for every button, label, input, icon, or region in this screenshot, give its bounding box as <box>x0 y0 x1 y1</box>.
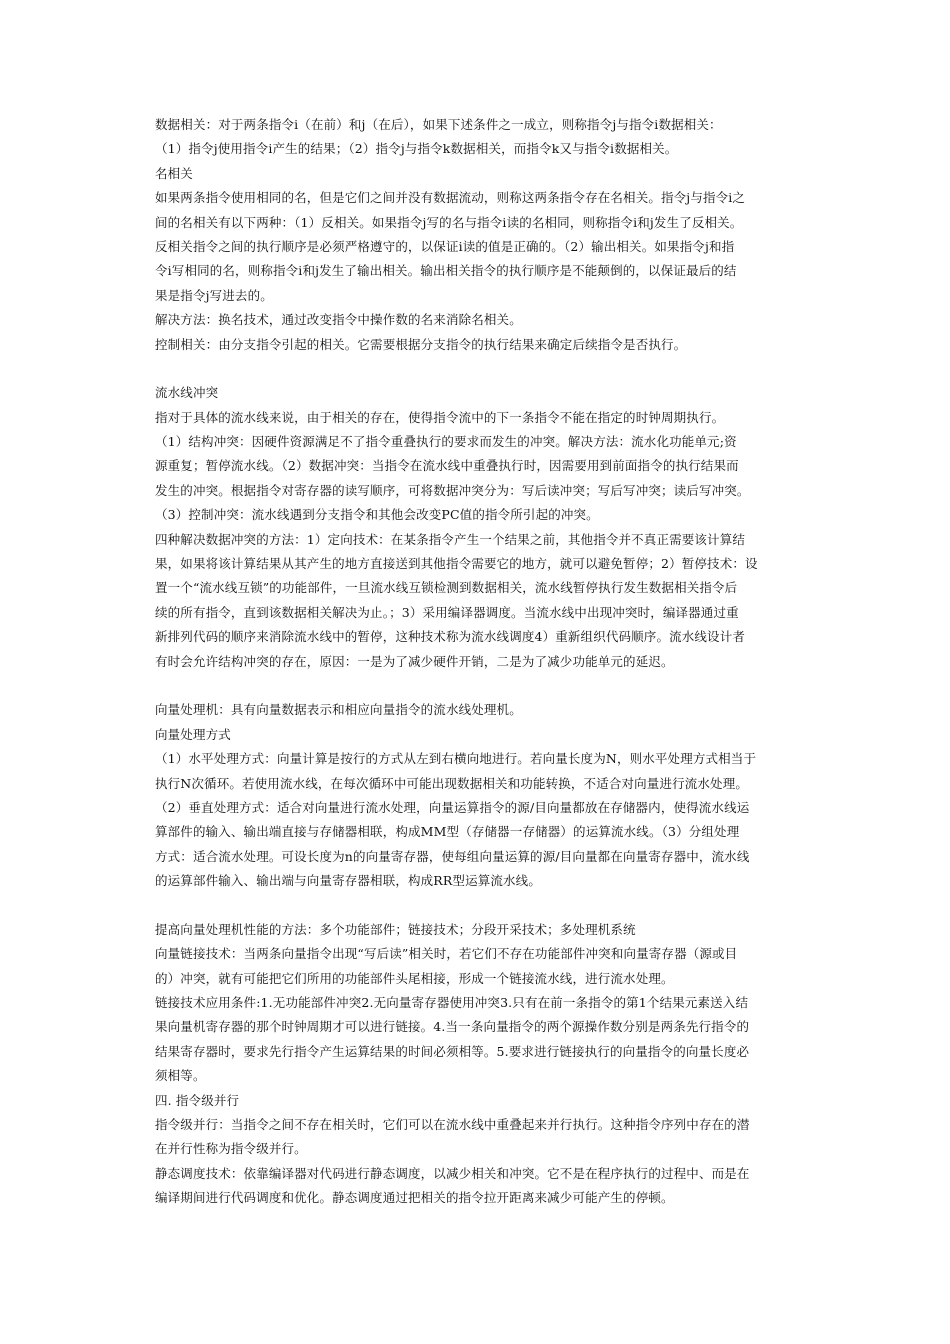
text-line: 向量链接技术：当两条向量指令出现“写后读”相关时，若它们不存在功能部件冲突和向量寄存器（源或目 <box>155 946 738 962</box>
text-line: 四种解决数据冲突的方法：1）定向技术：在某条指令产生一个结果之前，其他指令并不真正需要该计算结 <box>155 531 746 547</box>
text-line: 果向量机寄存器的那个时钟周期才可以进行链接。4.当一条向量指令的两个源操作数分别是两条先行指令的 <box>155 1019 750 1035</box>
text-line: 向量处理机：具有向量数据表示和相应向量指令的流水线处理机。 <box>155 702 522 718</box>
text-line: 发生的冲突。根据指令对寄存器的读写顺序，可将数据冲突分为：写后读冲突；写后写冲突；读后写冲突。 <box>155 482 750 498</box>
text-line: （3）控制冲突：流水线遇到分支指令和其他会改变PC值的指令所引起的冲突。 <box>155 507 599 523</box>
text-line: 静态调度技术：依靠编译器对代码进行静态调度，以减少相关和冲突。它不是在程序执行的过程中、而是在 <box>155 1165 750 1181</box>
text-line: （2）垂直处理方式：适合对向量进行流水处理，向量运算指令的源/目向量都放在存储器内，使得流水线运 <box>155 799 750 815</box>
text-line: 控制相关：由分支指令引起的相关。它需要根据分支指令的执行结果来确定后续指令是否执行。 <box>155 336 687 352</box>
text-line: 编译期间进行代码调度和优化。静态调度通过把相关的指令拉开距离来减少可能产生的停顿。 <box>155 1190 674 1206</box>
blank-line <box>155 674 815 698</box>
blank-line <box>155 894 815 918</box>
document-body <box>155 113 815 1211</box>
text-line: 提高向量处理机性能的方法：多个功能部件；链接技术；分段开采技术；多处理机系统 <box>155 921 636 937</box>
text-line: 新排列代码的顺序来消除流水线中的暂停，这种技术称为流水线调度4）重新组织代码顺序。流水线设计者 <box>155 629 746 645</box>
text-line: 置一个“流水线互锁”的功能部件，一旦流水线互锁检测到数据相关，流水线暂停执行发生数据相关指令后 <box>155 580 738 596</box>
section-heading: 名相关 <box>155 165 193 181</box>
text-line: 令i写相同的名，则称指令i和j发生了输出相关。输出相关指令的执行顺序是不能颠倒的，以保证最后的结 <box>155 263 737 279</box>
section-heading: 流水线冲突 <box>155 385 219 401</box>
text-line: 算部件的输入、输出端直接与存储器相联，构成MM型（存储器一存储器）的运算流水线。（3）分组处理 <box>155 824 740 840</box>
text-line: 方式：适合流水处理。可设长度为n的向量寄存器，使每组向量运算的源/目向量都在向量寄存器中，流水线 <box>155 848 750 864</box>
text-line: 的）冲突，就有可能把它们所用的功能部件头尾相接，形成一个链接流水线，进行流水处理。 <box>155 970 674 986</box>
text-line: 结果寄存器时，要求先行指令产生运算结果的时间必须相等。5.要求进行链接执行的向量指令的向量长度必 <box>155 1043 750 1059</box>
text-line: （1）水平处理方式：向量计算是按行的方式从左到右横向地进行。若向量长度为N，则水平处理方式相当于 <box>155 751 757 767</box>
text-line: 源重复；暂停流水线。（2）数据冲突：当指令在流水线中重叠执行时，因需要用到前面指令的执行结果而 <box>155 458 739 474</box>
text-line: 有时会允许结构冲突的存在，原因：一是为了减少硬件开销，二是为了减少功能单元的延迟。 <box>155 653 674 669</box>
text-line: 执行N次循环。若使用流水线，在每次循环中可能出现数据相关和功能转换，不适合对向量进行流水处理。 <box>155 775 748 791</box>
blank-line <box>155 357 815 381</box>
section-heading: 四. 指令级并行 <box>155 1092 240 1108</box>
text-line: 指对于具体的流水线来说，由于相关的存在，使得指令流中的下一条指令不能在指定的时钟周期执行。 <box>155 409 725 425</box>
text-line: 果，如果将该计算结果从其产生的地方直接送到其他指令需要它的地方，就可以避免暂停；2）暂停技术：设 <box>155 556 758 572</box>
text-line: 间的名相关有以下两种：（1）反相关。如果指令j写的名与指令i读的名相同，则称指令i和j发生了反相关。 <box>155 214 743 230</box>
text-line: 须相等。 <box>155 1068 206 1084</box>
text-line: 在并行性称为指令级并行。 <box>155 1141 307 1157</box>
text-line: 数据相关：对于两条指令i（在前）和j（在后），如果下述条件之一成立，则称指令j与指令i数据相关： <box>155 117 722 132</box>
text-line: 解决方法：换名技术，通过改变指令中操作数的名来消除名相关。 <box>155 312 522 328</box>
text-line: 续的所有指令，直到该数据相关解决为止。；3）采用编译器调度。当流水线中出现冲突时，编译器通过重 <box>155 604 739 620</box>
text-line: （1）指令j使用指令i产生的结果；（2）指令j与指令k数据相关，而指令k又与指令i数据相关。 <box>155 141 678 157</box>
text-line: 反相关指令之间的执行顺序是必须严格遵守的，以保证i读的值是正确的。（2）输出相关。如果指令j和指 <box>155 238 735 254</box>
text-line: 如果两条指令使用相同的名，但是它们之间并没有数据流动，则称这两条指令存在名相关。指令j与指令i之 <box>155 190 746 206</box>
section-heading: 向量处理方式 <box>155 726 231 742</box>
text-line: 链接技术应用条件:1.无功能部件冲突2.无向量寄存器使用冲突3.只有在前一条指令的第1个结果元素送入结 <box>155 995 749 1011</box>
text-line: 的运算部件输入、输出端与向量寄存器相联，构成RR型运算流水线。 <box>155 873 541 889</box>
text-line: 指令级并行：当指令之间不存在相关时，它们可以在流水线中重叠起来并行执行。这种指令序列中存在的潜 <box>155 1117 750 1133</box>
text-line: 果是指令j写进去的。 <box>155 287 273 303</box>
text-line: （1）结构冲突：因硬件资源满足不了指令重叠执行的要求而发生的冲突。解决方法：流水化功能单元;资 <box>155 434 737 450</box>
